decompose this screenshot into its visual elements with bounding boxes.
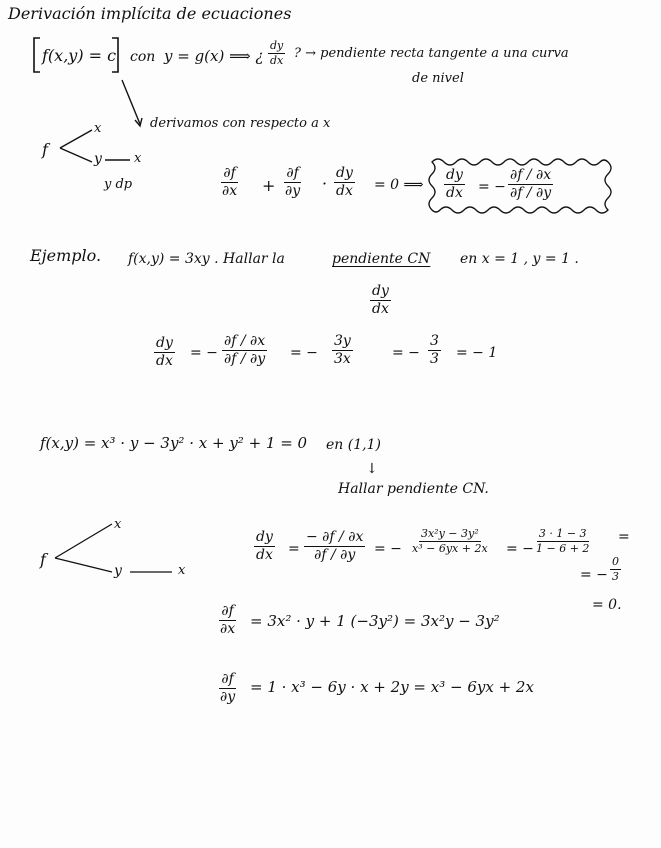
derivamos-note: derivamos con respecto a x xyxy=(150,116,331,131)
denominator: ∂f / ∂y xyxy=(510,185,552,202)
intro-dydx-fraction xyxy=(268,40,285,67)
numerator: dy xyxy=(268,40,285,54)
de-nivel: de nivel xyxy=(412,71,464,86)
dfdx-fraction xyxy=(220,166,239,200)
tree2-y: y xyxy=(114,563,122,579)
tangent-note: ? → pendiente recta tangente a una curva xyxy=(294,46,569,61)
down-arrow: ↓ xyxy=(366,461,378,477)
plus-sign: + xyxy=(262,176,276,195)
ex2-lhs-fraction xyxy=(254,530,275,564)
numerator: dy xyxy=(154,336,175,353)
tree1-ydp: y dp xyxy=(104,177,133,192)
tree1-y: y xyxy=(94,151,102,167)
con-word: con xyxy=(130,49,156,65)
example-label: Ejemplo. xyxy=(30,246,102,265)
numerator: ∂f xyxy=(284,166,300,183)
ex1-eq1: = − xyxy=(190,345,218,361)
ex2-eq5: = − xyxy=(580,567,608,583)
denominator: dx xyxy=(270,54,284,68)
example1-point: en x = 1 , y = 1 . xyxy=(460,251,579,267)
numerator: ∂f xyxy=(221,166,237,183)
ex1-3over3-fraction xyxy=(428,334,441,368)
ex1-result: = − 1 xyxy=(456,345,498,361)
ex2-eq3: = − xyxy=(506,541,534,557)
denominator: dx xyxy=(256,547,273,564)
dfdx-label-fraction xyxy=(218,604,237,638)
ex2-numeric-fraction xyxy=(534,528,591,555)
example2-point: en (1,1) xyxy=(326,437,381,453)
boxed-equation: f(x,y) = c xyxy=(42,46,117,65)
result-ratio-fraction xyxy=(508,168,553,202)
numerator: dy xyxy=(254,530,275,547)
example1-statement: f(x,y) = 3xy . Hallar la xyxy=(128,251,285,267)
result-equals: = − xyxy=(478,179,506,195)
denominator: x³ − 6yx + 2x xyxy=(412,542,488,556)
numerator: ∂f / ∂x xyxy=(508,168,553,185)
ex2-ratio-fraction xyxy=(304,530,365,564)
tree1-f: f xyxy=(42,140,48,159)
dfdy-expression: = 1 · x³ − 6y · x + 2y = x³ − 6yx + 2x xyxy=(250,678,534,696)
numerator: dy xyxy=(334,166,355,183)
denominator: ∂x xyxy=(222,183,238,200)
dfdy-label-fraction xyxy=(218,672,237,706)
tree2-x: x xyxy=(114,517,122,532)
denominator: dx xyxy=(446,185,463,202)
denominator: ∂x xyxy=(220,621,236,638)
example1-dydx-fraction xyxy=(370,284,391,318)
ex1-eq3: = − xyxy=(392,345,420,361)
denominator: ∂y xyxy=(220,689,236,706)
dydx-fraction xyxy=(334,166,355,200)
tree2-x2: x xyxy=(178,563,186,578)
ex2-partials-fraction xyxy=(410,528,490,555)
ex1-eq2: = − xyxy=(290,345,318,361)
numerator: 3 xyxy=(428,334,441,351)
dfdx-expression: = 3x² · y + 1 (−3y²) = 3x²y − 3y² xyxy=(250,612,500,630)
numerator: dy xyxy=(444,168,465,185)
y-equals-g: y = g(x) ⟹ ¿ xyxy=(164,47,264,65)
numerator: ∂f xyxy=(219,604,235,621)
numerator: dy xyxy=(370,284,391,301)
denominator: 3 xyxy=(430,351,439,368)
ex2-eq4: = xyxy=(618,529,630,545)
denominator: dx xyxy=(336,183,353,200)
denominator: 3 xyxy=(612,570,619,584)
hallar-pendiente: Hallar pendiente CN. xyxy=(338,481,489,497)
ex2-eq1: = xyxy=(288,541,300,557)
denominator: ∂f / ∂y xyxy=(224,351,266,368)
ex1-3y3x-fraction xyxy=(332,334,353,368)
denominator: dx xyxy=(372,301,389,318)
example1-underlined: pendiente CN xyxy=(332,251,431,267)
numerator: 0 xyxy=(610,556,621,570)
dfdy-fraction xyxy=(283,166,302,200)
page-title: Derivación implícita de ecuaciones xyxy=(8,4,292,23)
denominator: ∂f / ∂y xyxy=(314,547,356,564)
tree1-x2: x xyxy=(134,151,142,166)
ex1-ratio-fraction xyxy=(222,334,267,368)
numerator: ∂f / ∂x xyxy=(222,334,267,351)
equals-zero: = 0 ⟹ xyxy=(374,177,424,193)
numerator: − ∂f / ∂x xyxy=(304,530,365,547)
denominator: ∂y xyxy=(285,183,301,200)
ex2-zero-fraction xyxy=(610,556,621,583)
numerator: 3x²y − 3y² xyxy=(419,528,481,542)
dot-sign: · xyxy=(322,174,328,193)
numerator: 3 · 1 − 3 xyxy=(537,528,589,542)
tree1-x: x xyxy=(94,121,102,136)
example2-equation: f(x,y) = x³ · y − 3y² · x + y² + 1 = 0 xyxy=(40,434,308,452)
ex1-lhs-fraction xyxy=(154,336,175,370)
tree2-f: f xyxy=(40,550,46,569)
denominator: 3x xyxy=(334,351,351,368)
denominator: dx xyxy=(156,353,173,370)
ex2-result: = 0. xyxy=(592,597,622,613)
denominator: 1 − 6 + 2 xyxy=(536,542,590,556)
result-dydx-fraction xyxy=(444,168,465,202)
numerator: ∂f xyxy=(219,672,235,689)
numerator: 3y xyxy=(332,334,353,351)
ex2-eq2: = − xyxy=(374,541,402,557)
